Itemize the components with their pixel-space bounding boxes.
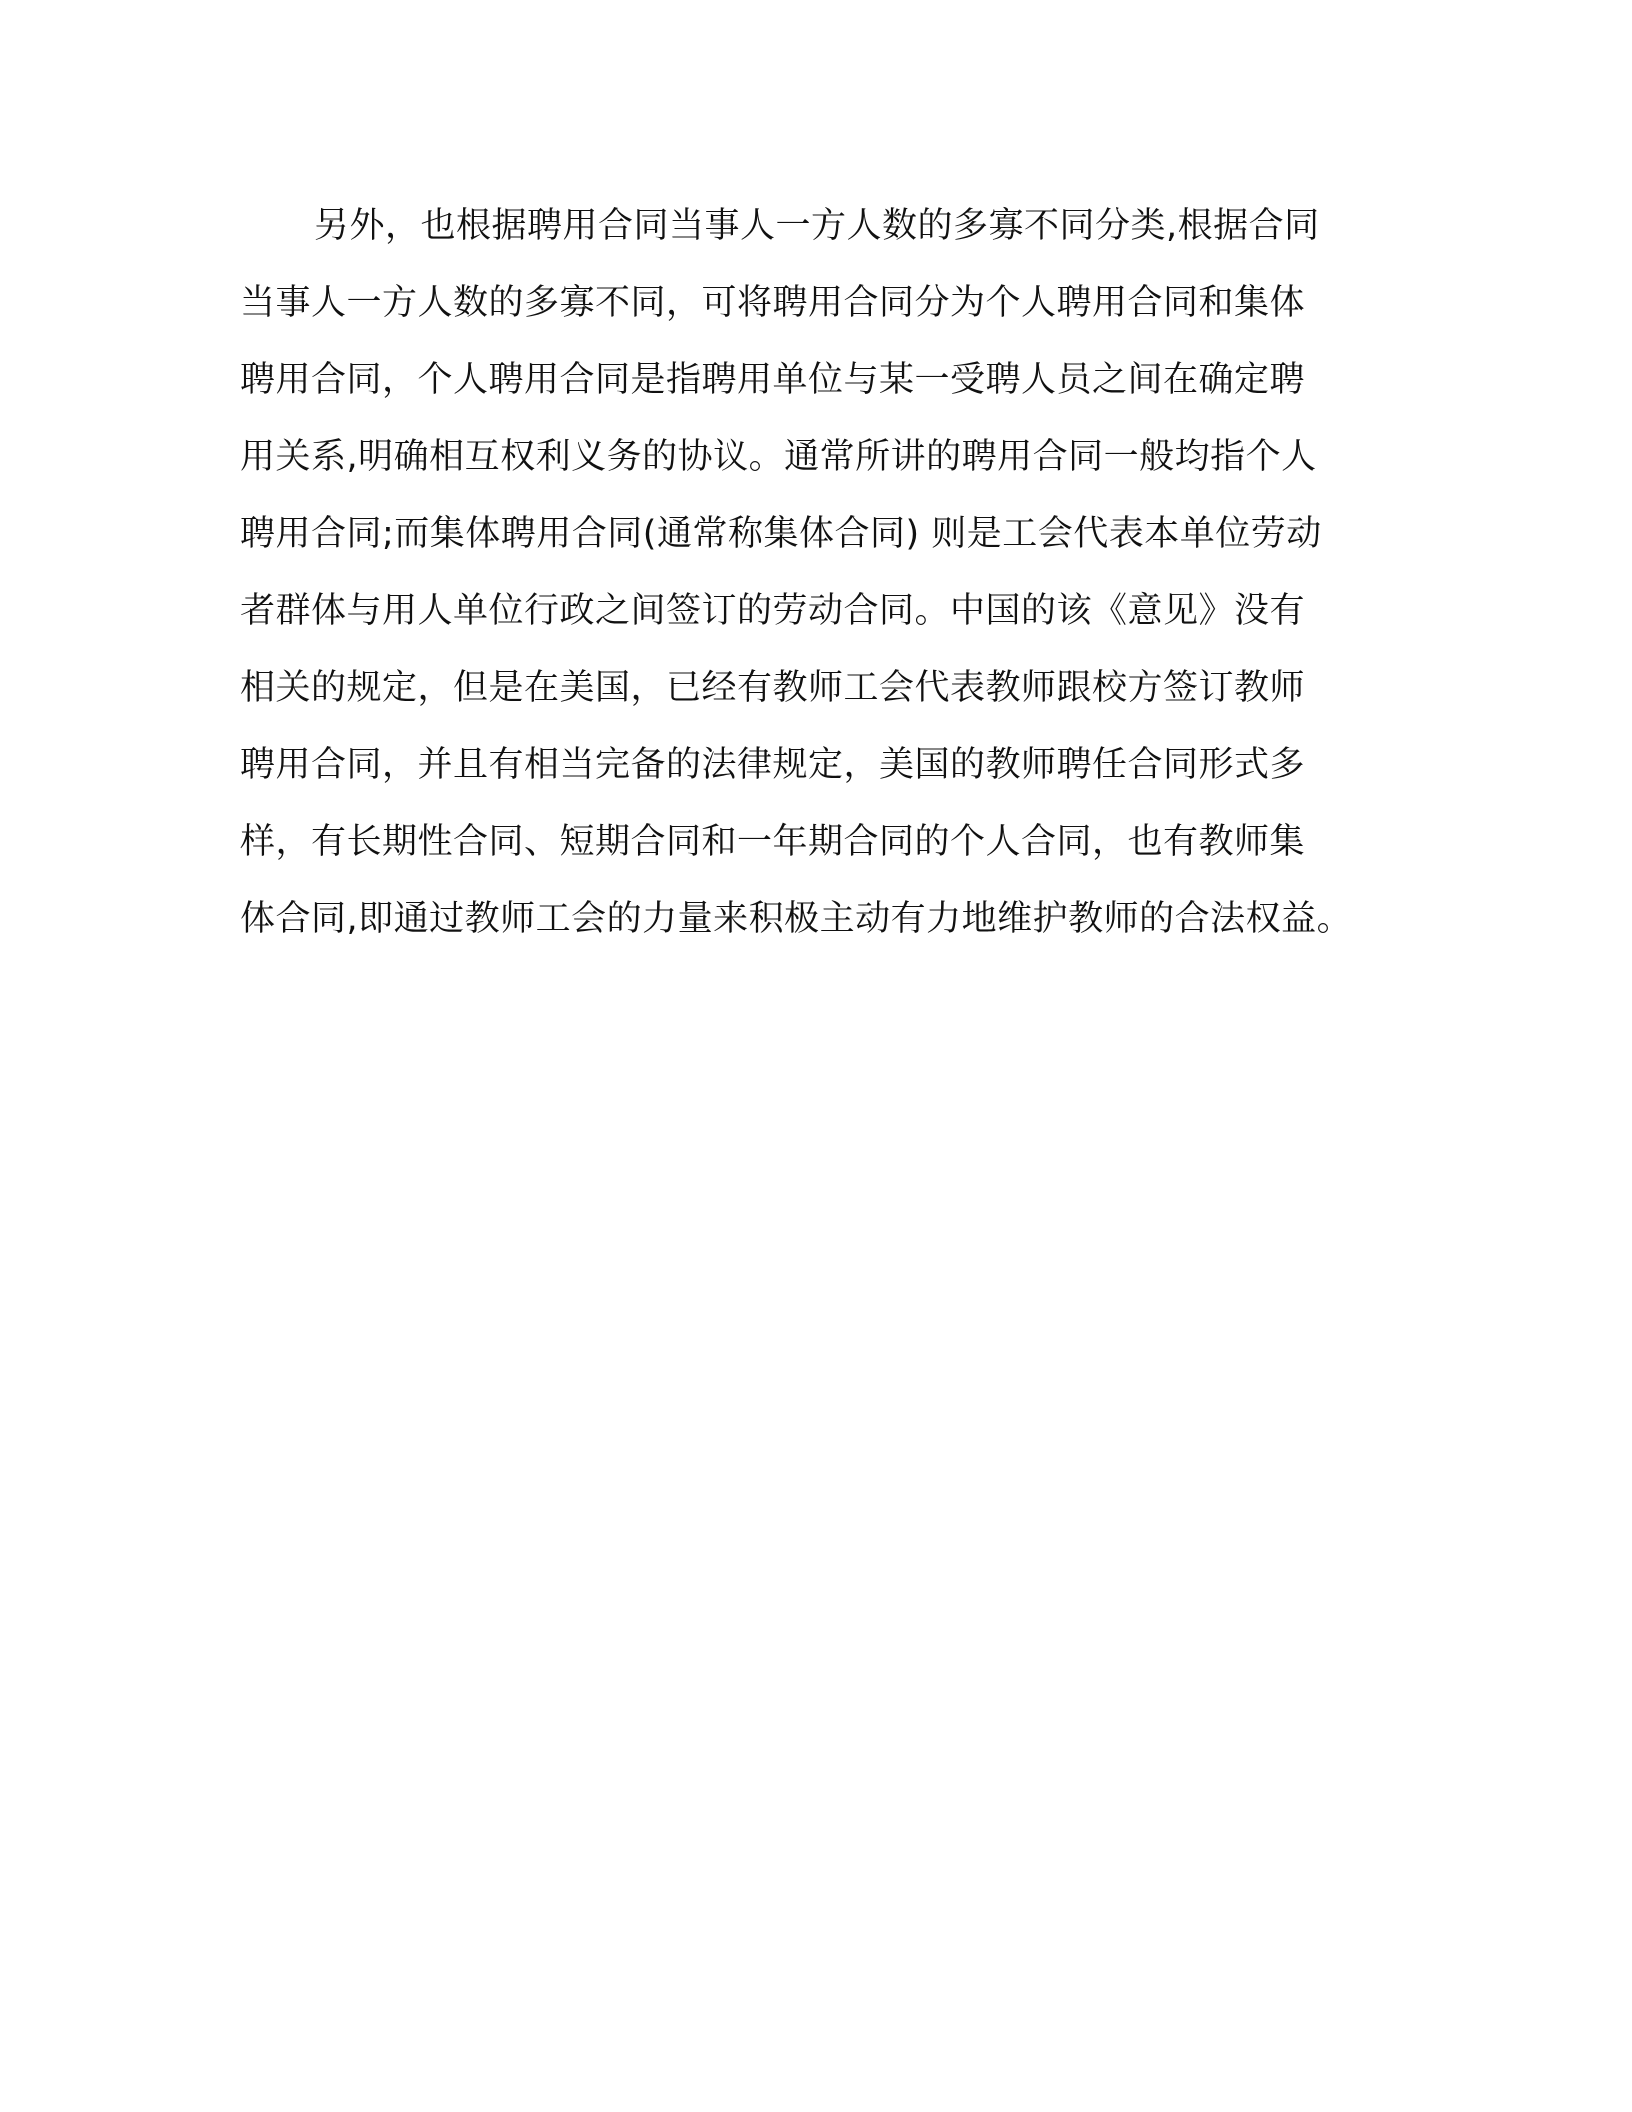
paragraph-line: 另外，也根据聘用合同当事人一方人数的多寡不同分类,根据合同 [314, 206, 1320, 246]
body-paragraph [240, 188, 1400, 958]
paragraph-line: 相关的规定，但是在美国，已经有教师工会代表教师跟校方签订教师 [240, 668, 1306, 708]
paragraph-line: 聘用合同，并且有相当完备的法律规定，美国的教师聘任合同形式多 [240, 745, 1306, 785]
paragraph-line: 体合同,即通过教师工会的力量来积极主动有力地维护教师的合法权益。 [240, 899, 1353, 939]
paragraph-line: 当事人一方人数的多寡不同，可将聘用合同分为个人聘用合同和集体 [240, 283, 1306, 323]
paragraph-line: 用关系,明确相互权利义务的协议。通常所讲的聘用合同一般均指个人 [240, 437, 1317, 477]
paragraph-line: 聘用合同;而集体聘用合同(通常称集体合同) 则是工会代表本单位劳动 [240, 514, 1322, 554]
paragraph-line: 样，有长期性合同、短期合同和一年期合同的个人合同，也有教师集 [240, 822, 1306, 862]
paragraph-line: 聘用合同，个人聘用合同是指聘用单位与某一受聘人员之间在确定聘 [240, 360, 1306, 400]
paragraph-line: 者群体与用人单位行政之间签订的劳动合同。中国的该《意见》没有 [240, 591, 1306, 631]
